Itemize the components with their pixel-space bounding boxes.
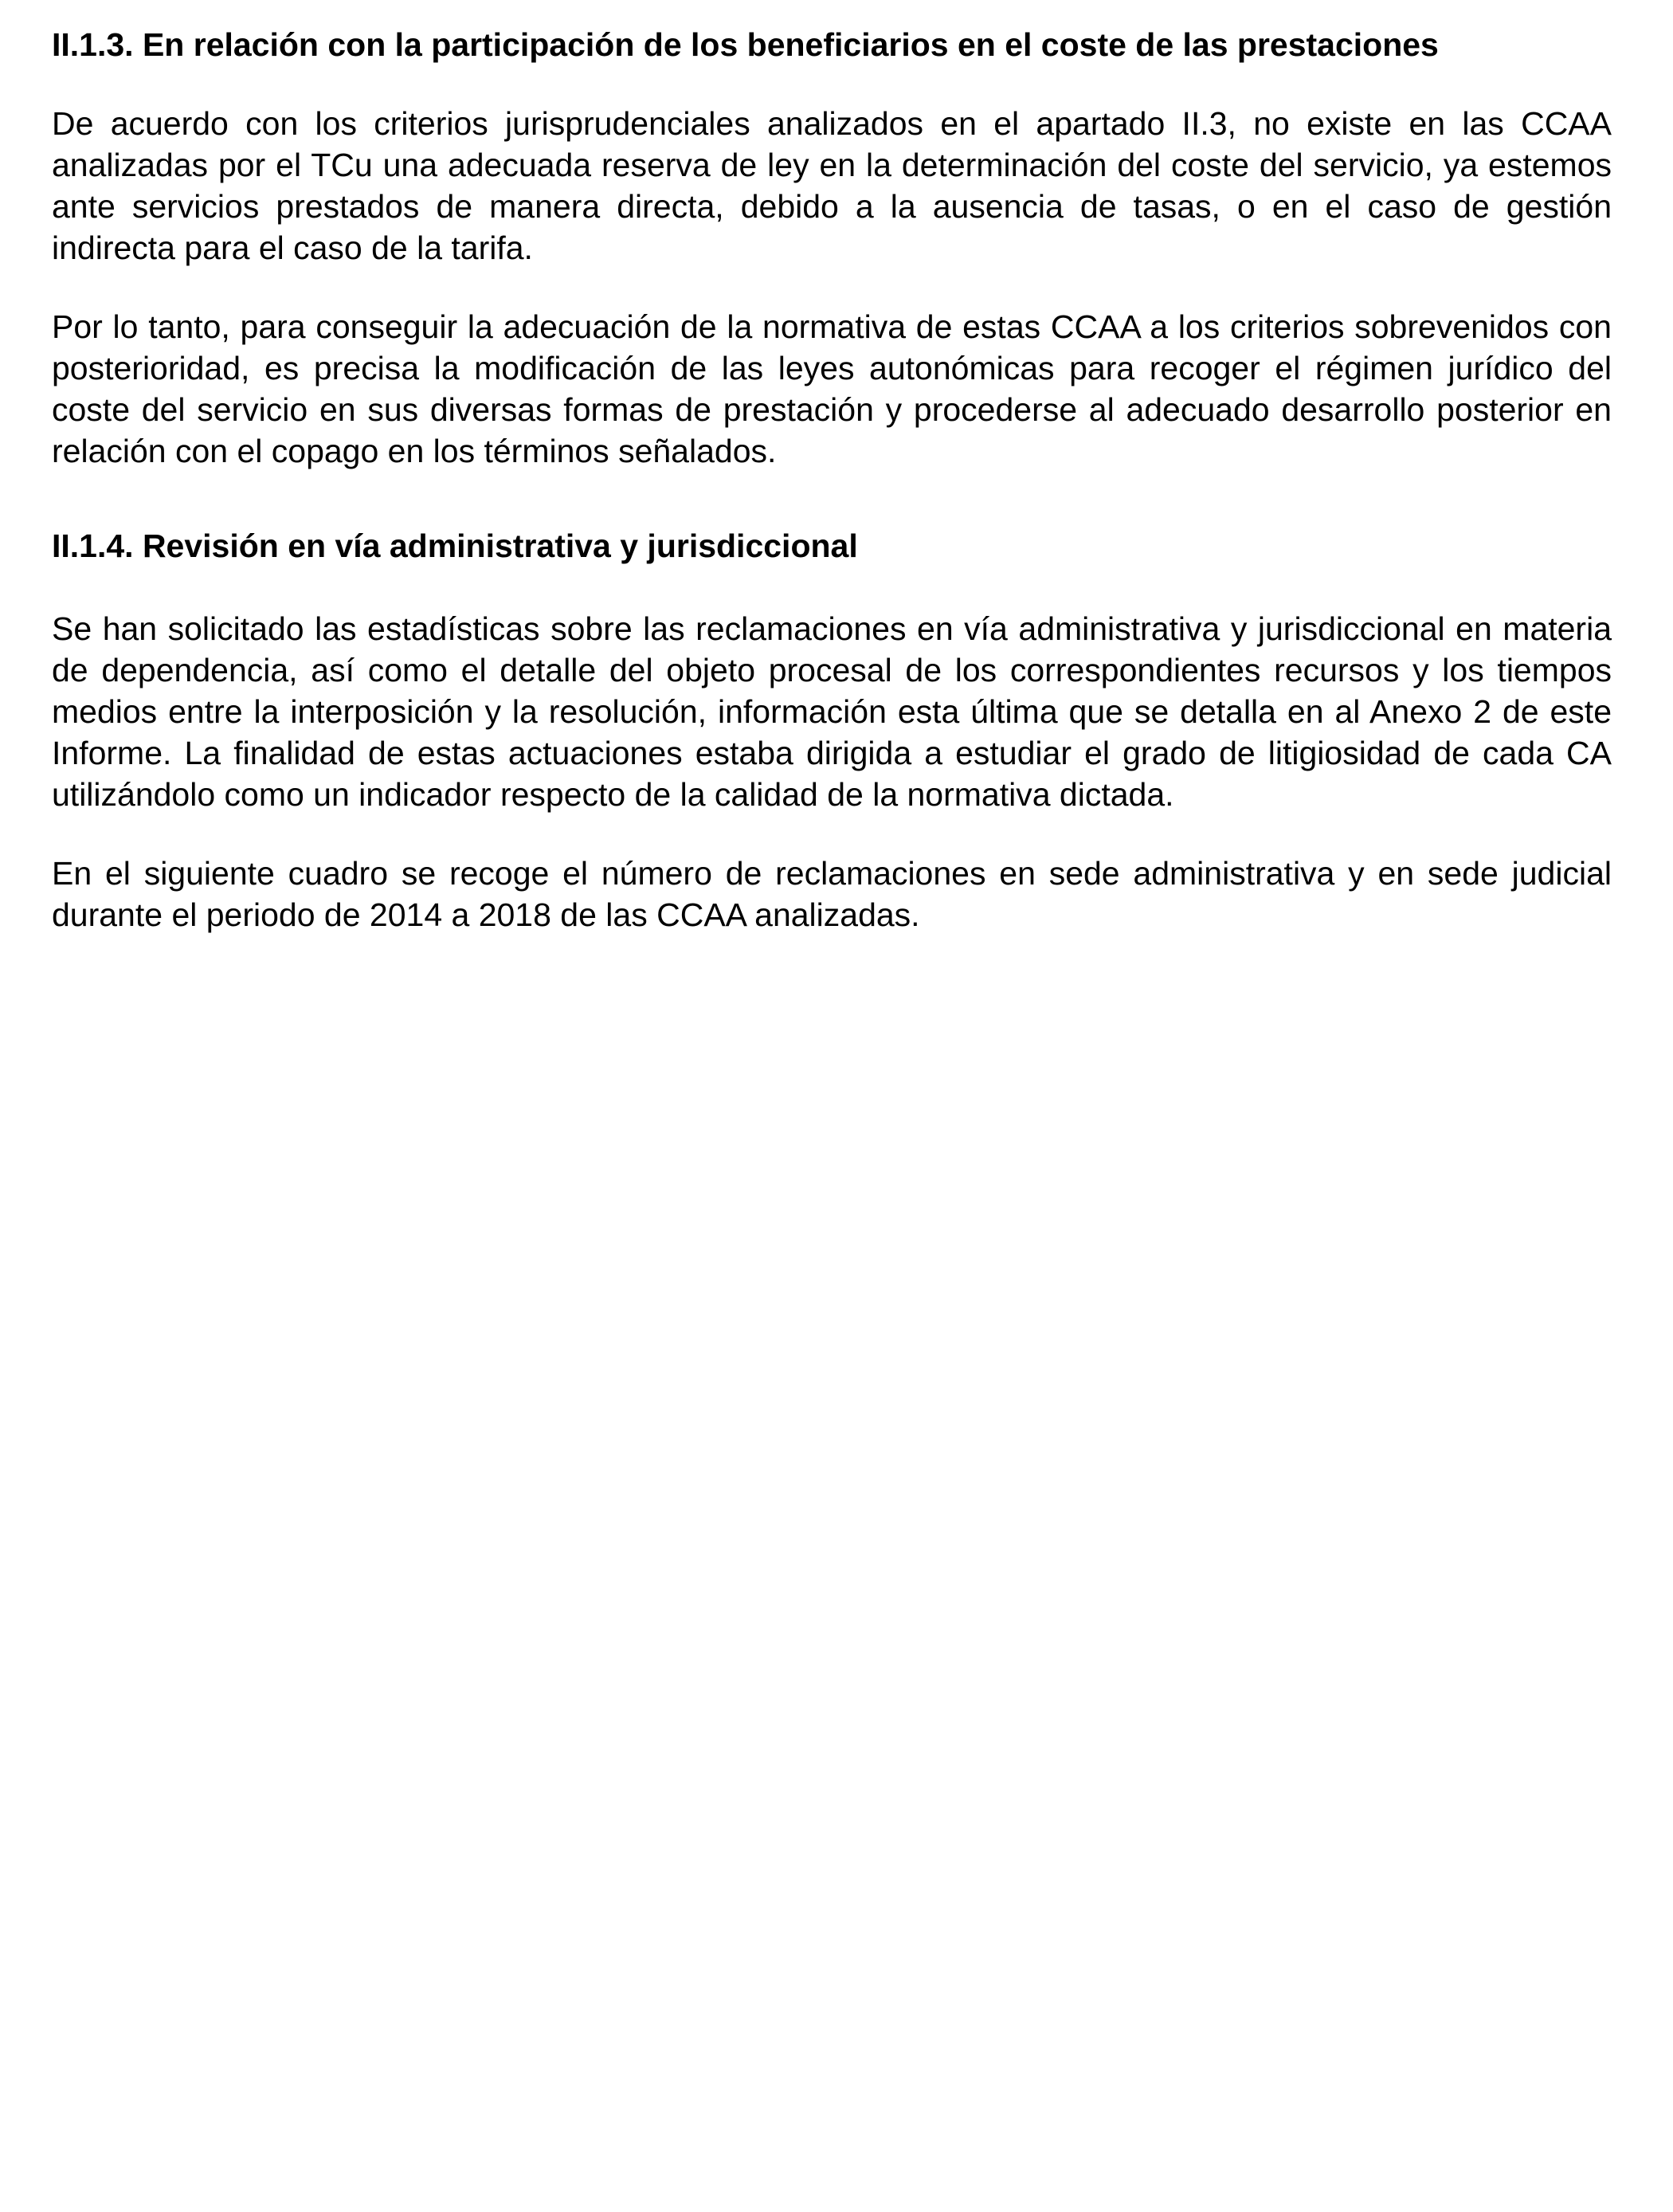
section-heading-1-1-4: II.1.4. Revisión en vía administrativa y jurisdiccional — [52, 528, 858, 564]
section-heading-1-1-3: II.1.3. En relación con la participación de los beneficiarios en el coste de las prestaciones — [52, 26, 1439, 63]
paragraph-estadisticas-reclamaciones: Se han solicitado las estadísticas sobre las reclamaciones en vía administrativa y jurisdiccional en materia de dependencia, así como el detalle del objeto procesal de los correspondientes recursos y los tiempos medios entre la interposición y la resolución, información esta última que se detalla en al Anexo 2 de este Informe. La finalidad de estas actuaciones estaba dirigida a estudiar el grado de litigiosidad de cada CA utilizándolo como un indicador respecto de la calidad de la normativa dictada. — [52, 610, 1612, 813]
paragraph-adecuacion-normativa: Por lo tanto, para conseguir la adecuación de la normativa de estas CCAA a los criterios sobrevenidos con posterioridad, es precisa la modificación de las leyes autonómicas para recoger el régimen jurídico del coste del servicio en sus diversas formas de prestación y procederse al adecuado desarrollo posterior en relación con el copago en los términos señalados. — [52, 308, 1612, 469]
paragraph-reserva-de-ley: De acuerdo con los criterios jurisprudenciales analizados en el apartado II.3, no existe en las CCAA analizadas por el TCu una adecuada reserva de ley en la determinación del coste del servicio, ya estemos ante servicios prestados de manera directa, debido a la ausencia de tasas, o en el caso de gestión indirecta para el caso de la tarifa. — [52, 105, 1612, 266]
document-page — [52, 24, 1612, 935]
paragraph-cuadro-intro: En el siguiente cuadro se recoge el número de reclamaciones en sede administrativa y en sede judicial durante el periodo de 2014 a 2018 de las CCAA analizadas. — [52, 855, 1612, 933]
